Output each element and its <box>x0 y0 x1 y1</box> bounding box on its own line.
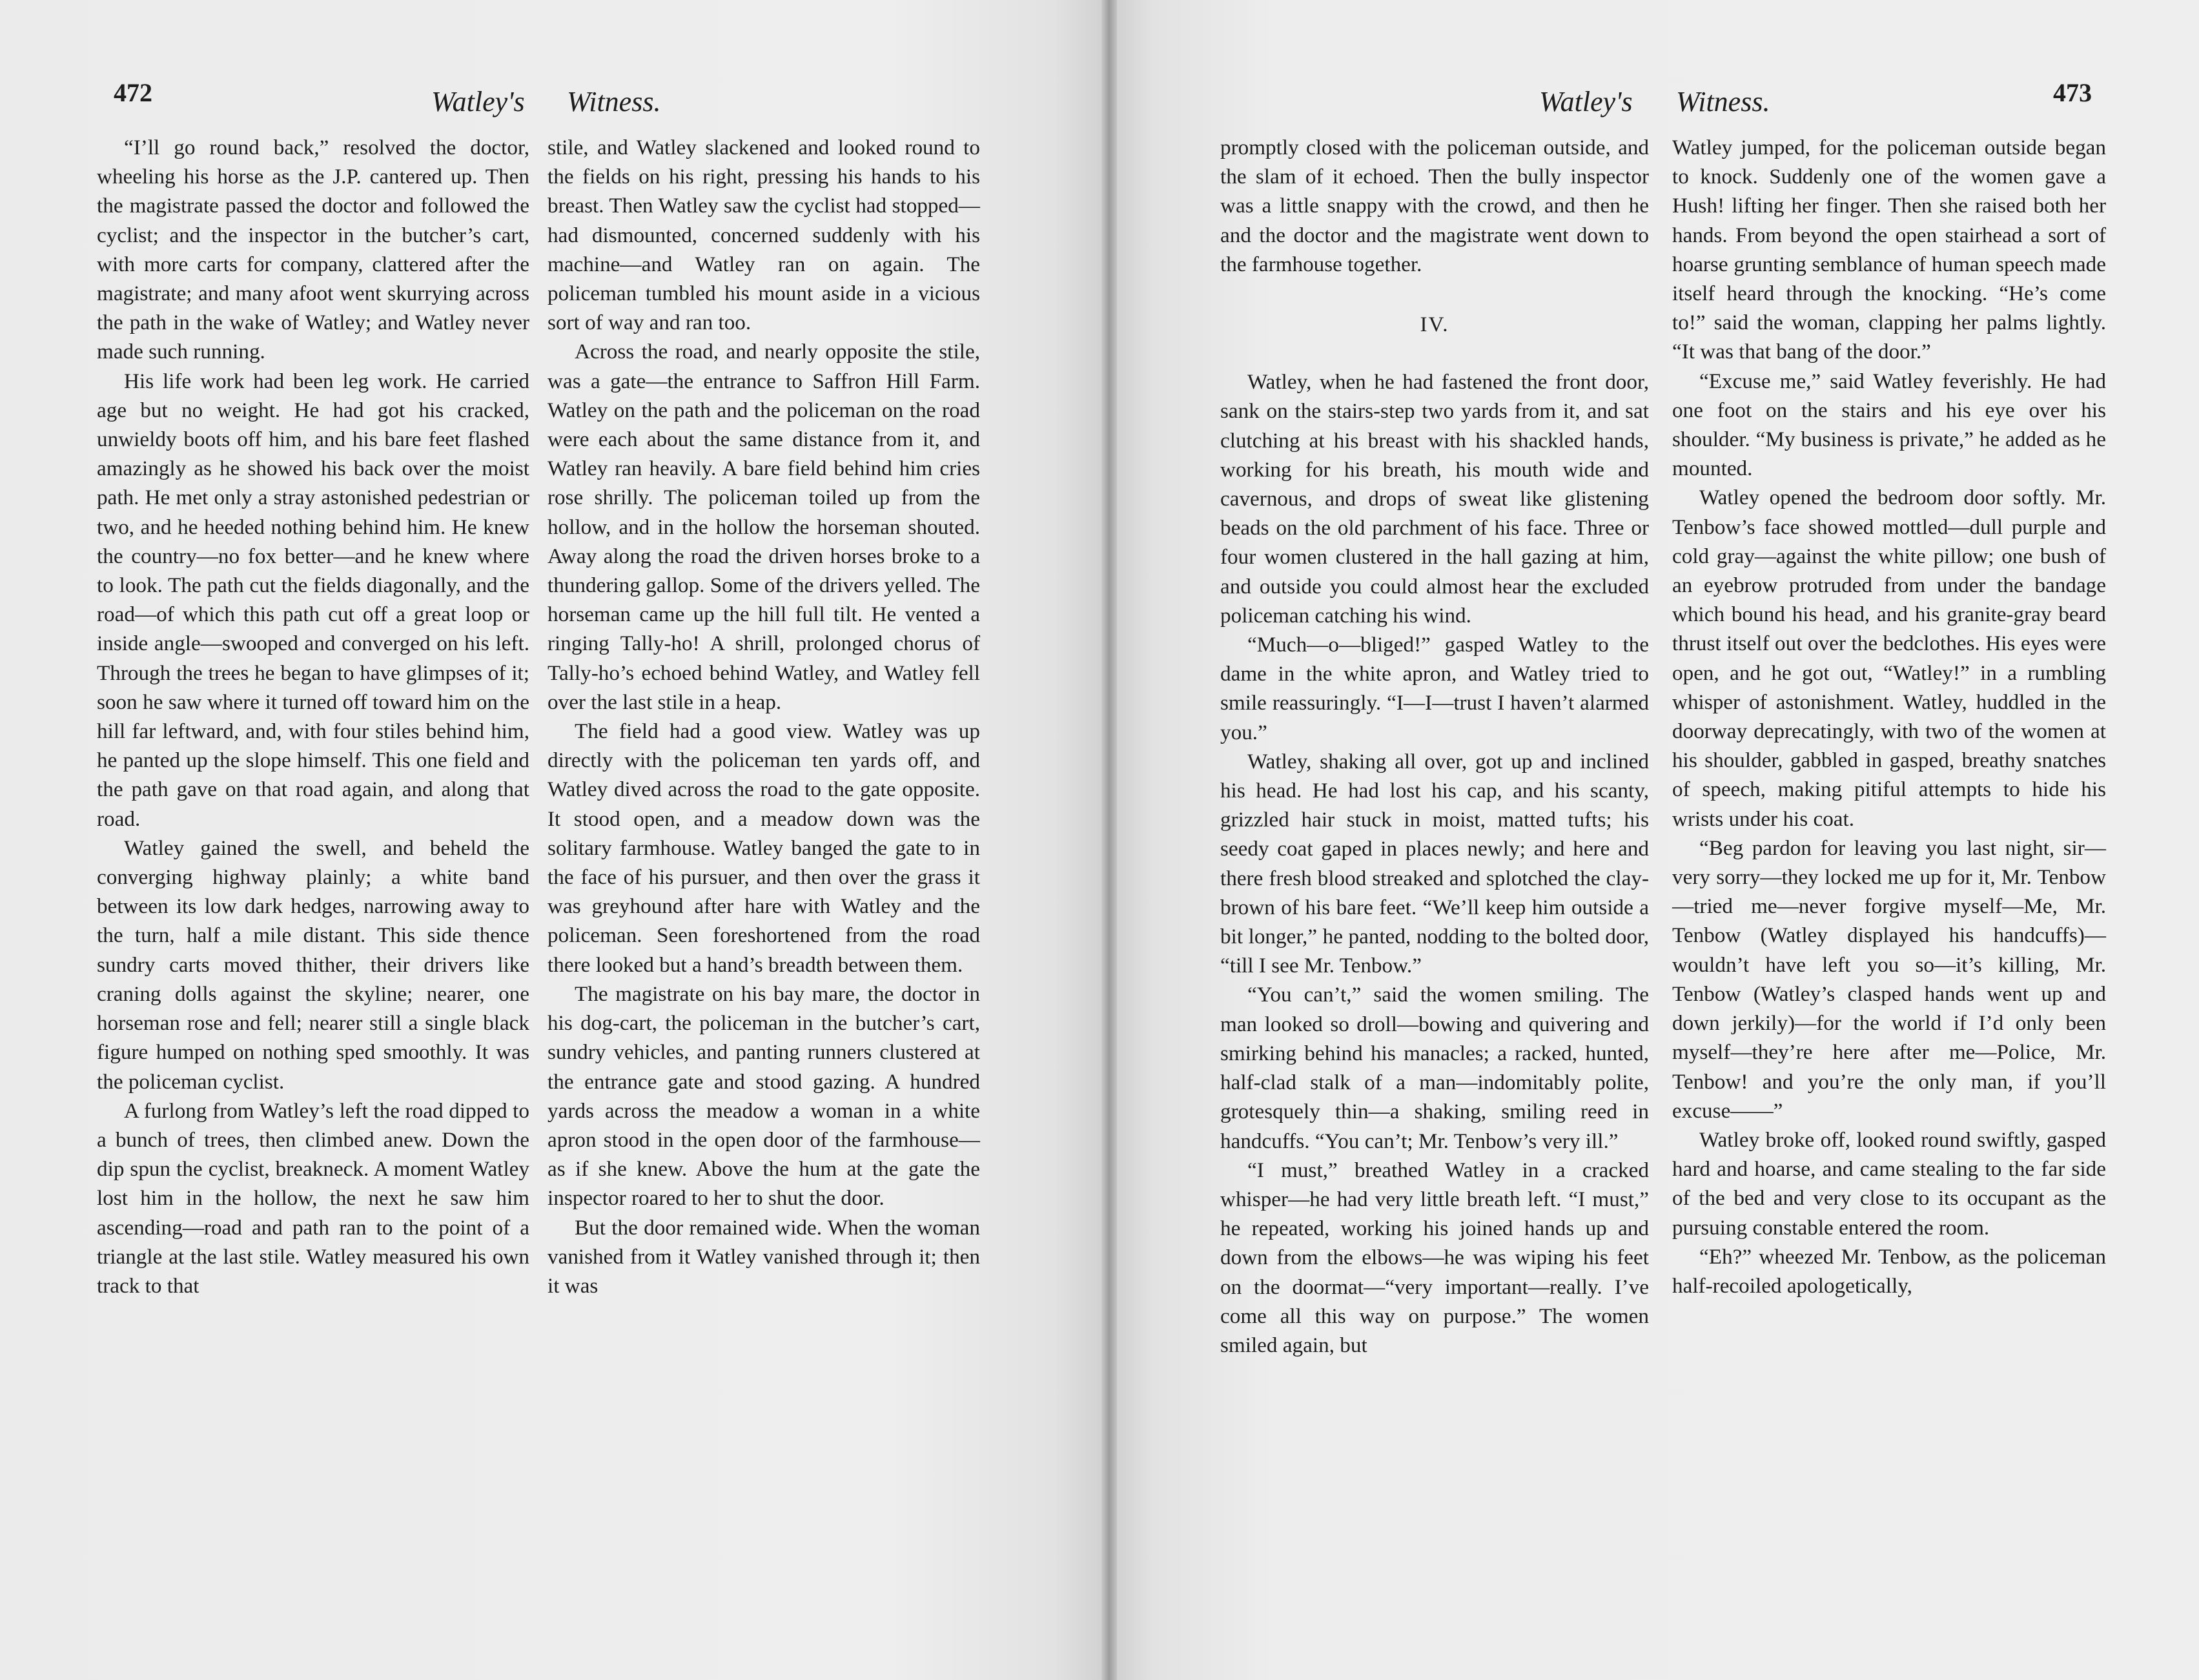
paragraph: Across the road, and nearly opposite the stile, was a gate—the entrance to Saffron Hill Farm. Watley on the path and the policeman on the road were each about the same distance from it, and Watley ran heavily. A bare field behind him cries rose shrilly. The policeman toiled up from the hollow, and in the hollow the horseman shouted. Away along the road the driven horses broke to a thundering gallop. Some of the drivers yelled. The horseman came up the hill full tilt. He vented a ringing Tally-ho! A shrill, prolonged chorus of Tally-ho’s echoed behind Watley, and Watley fell over the last stile in a heap. <box>547 340 980 714</box>
paragraph: Watley opened the bedroom door softly. Mr. Tenbow’s face showed mottled—dull purple and cold gray—against the white pillow; one bush of an eyebrow protruded from under the bandage which bound his head, and his granite-gray beard thrust itself out over the bedclothes. His eyes were open, and he got out, “Watley!” in a rumbling whisper of astonishment. Watley, huddled in the doorway deprecatingly, with two of the women at his shoulder, gabbled in gasped, breathy snatches of speech, making pitiful attempts to hide his wrists under his coat. <box>1672 486 2106 831</box>
left-page-column-2 <box>547 133 980 1300</box>
running-head-right-word1: Watley's <box>1539 86 1633 118</box>
paragraph: Watley, when he had fastened the front door, sank on the stairs-step two yards from it, and sat clutching at his breast with his shackled hands, working for his breath, his mouth wide and cavernous, and drops of sweat like glistening beads on the old parchment of his face. Three or four women clustered in the hall gazing at him, and outside you could almost hear the excluded policeman catching his wind. <box>1220 370 1649 628</box>
paragraph-continuation: stile, and Watley slackened and looked round to the fields on his right, pressing his hands to his breast. Then Watley saw the cyclist had stopped—had dismounted, concerned suddenly with his machine—and Watley ran on again. The policeman tumbled his mount aside in a vicious sort of way and ran too. <box>547 136 980 335</box>
paragraph: Watley broke off, looked round swiftly, gasped hard and hoarse, and came stealing to the far side of the bed and very close to its occupant as the pursuing constable entered the room. <box>1672 1127 2106 1240</box>
paragraph-continuation: promptly closed with the policeman outside, and the slam of it echoed. Then the bully inspector was a little snappy with the crowd, and then he and the doctor and the magistrate went down to the farmhouse together. <box>1220 136 1649 276</box>
paragraph: “Excuse me,” said Watley feverishly. He had one foot on the stairs and his eye over his shoulder. “My business is private,” he added as he mounted. <box>1672 369 2106 481</box>
running-head-right-word2: Witness. <box>1676 86 1770 118</box>
right-page <box>1109 0 2199 1680</box>
paragraph: Watley, shaking all over, got up and inclined his head. He had lost his cap, and his scanty, grizzled hair stuck in moist, matted tufts; his seedy coat gaped in places newly; and here and there fresh blood streaked and splotched the clay-brown of his bare feet. “We’ll keep him outside a bit longer,” he panted, nodding to the bolted door, “till I see Mr. Tenbow.” <box>1220 749 1649 978</box>
page-number-right: 473 <box>2053 78 2092 107</box>
paragraph: But the door remained wide. When the woman vanished from it Watley vanished through it; then it was <box>547 1215 980 1298</box>
paragraph: Watley gained the swell, and beheld the converging highway plainly; a white band between its low dark hedges, narrowing away to the turn, half a mile distant. This side thence sundry carts moved thither, their drivers like craning dolls against the skyline; nearer, one horseman rose and fell; nearer still a single black figure humped on nothing sped smoothly. It was the policeman cyclist. <box>97 835 529 1094</box>
paragraph: “Much—o—bliged!” gasped Watley to the dame in the white apron, and Watley tried to smile reassuringly. “I—I—trust I haven’t alarmed you.” <box>1220 633 1649 744</box>
paragraph: A furlong from Watley’s left the road dipped to a bunch of trees, then climbed anew. Down the dip spun the cyclist, breakneck. A moment Watley lost him in the hollow, the next he saw him ascending—road and path ran to the point of a triangle at the last stile. Watley measured his own track to that <box>97 1098 529 1298</box>
right-page-column-2 <box>1672 133 2106 1300</box>
paragraph: His life work had been leg work. He carried age but no weight. He had got his cracked, unwieldy boots off him, and his bare feet flashed amazingly as he showed his back over the moist path. He met only a stray astonished pedestrian or two, and he heeded nothing behind him. He knew the country—no fox better—and he knew where to look. The path cut the fields diagonally, and the road—of which this path cut off a great loop or inside angle—swooped and converged on his left. Through the trees he began to have glimpses of it; soon he saw where it turned off toward him on the hill far leftward, and, with four stiles behind him, he panted up the slope himself. This one field and the path gave on that road again, and along that road. <box>97 369 529 831</box>
paragraph: The magistrate on his bay mare, the doctor in his dog-cart, the policeman in the butcher’s cart, sundry vehicles, and panting runners clustered at the entrance gate and stood gazing. A hundred yards across the meadow a woman in a white apron stood in the open door of the farmhouse—as if she knew. Above the hum at the gate the inspector roared to her to shut the door. <box>547 981 980 1211</box>
paragraph: “I must,” breathed Watley in a cracked whisper—he had very little breath left. “I must,” he repeated, working his joined hands up and down from the elbows—he was wiping his feet on the doormat—“very important—really. I’ve come all this way on purpose.” The women smiled again, but <box>1220 1158 1649 1357</box>
running-head-left-word1: Watley's <box>431 86 525 118</box>
book-gutter <box>1101 0 1117 1680</box>
paragraph: “Eh?” wheezed Mr. Tenbow, as the policeman half-recoiled apologetically, <box>1672 1244 2106 1298</box>
right-page-column-1 <box>1220 133 1649 1360</box>
paragraph: The field had a good view. Watley was up directly with the policeman ten yards off, and Watley dived across the road to the gate opposite. It stood open, and a meadow down was the solitary farmhouse. Watley banged the gate to in the face of his pursuer, and then over the grass it was greyhound after hare with Watley and the policeman. Seen foreshortened from the road there looked but a hand’s breadth between them. <box>547 719 980 977</box>
paragraph: “Beg pardon for leaving you last night, sir—very sorry—they locked me up for it, Mr. Tenbow—tried me—never forgive myself—Me, Mr. Tenbow (Watley displayed his handcuffs)—wouldn’t have left you so—it’s killing, Mr. Tenbow (Watley’s clasped hands went up and down jerkily)—for the world if I’d only been myself—they’re here after me—Police, Mr. Tenbow! and you’re the only man, if you’ll excuse——” <box>1672 835 2106 1123</box>
section-heading: IV. <box>1420 312 1449 337</box>
running-head-left-word2: Witness. <box>567 86 661 118</box>
page-number-left: 472 <box>114 78 152 107</box>
paragraph: “You can’t,” said the women smiling. The man looked so droll—bowing and quivering and smirking behind his manacles; a racked, hunted, half-clad stalk of a man—indomitably polite, grotesquely thin—a shaking, smiling reed in handcuffs. “You can’t; Mr. Tenbow’s very ill.” <box>1220 983 1649 1153</box>
paragraph-continuation: Watley jumped, for the policeman outside began to knock. Suddenly one of the women gave a Hush! lifting her finger. Then she raised both her hands. From beyond the open stairhead a sort of hoarse grunting semblance of human speech made itself heard through the knocking. “He’s come to!” said the woman, clapping her palms lightly. “It was that bang of the door.” <box>1672 136 2106 364</box>
left-page-column-1 <box>97 133 529 1300</box>
paragraph: “I’ll go round back,” resolved the doctor, wheeling his horse as the J.P. cantered up. Then the magistrate passed the doctor and followed the cyclist; and the inspector in the butcher’s cart, with more carts for company, clattered after the magistrate; and many afoot went skurrying across the path in the wake of Watley; and Watley never made such running. <box>97 136 529 364</box>
